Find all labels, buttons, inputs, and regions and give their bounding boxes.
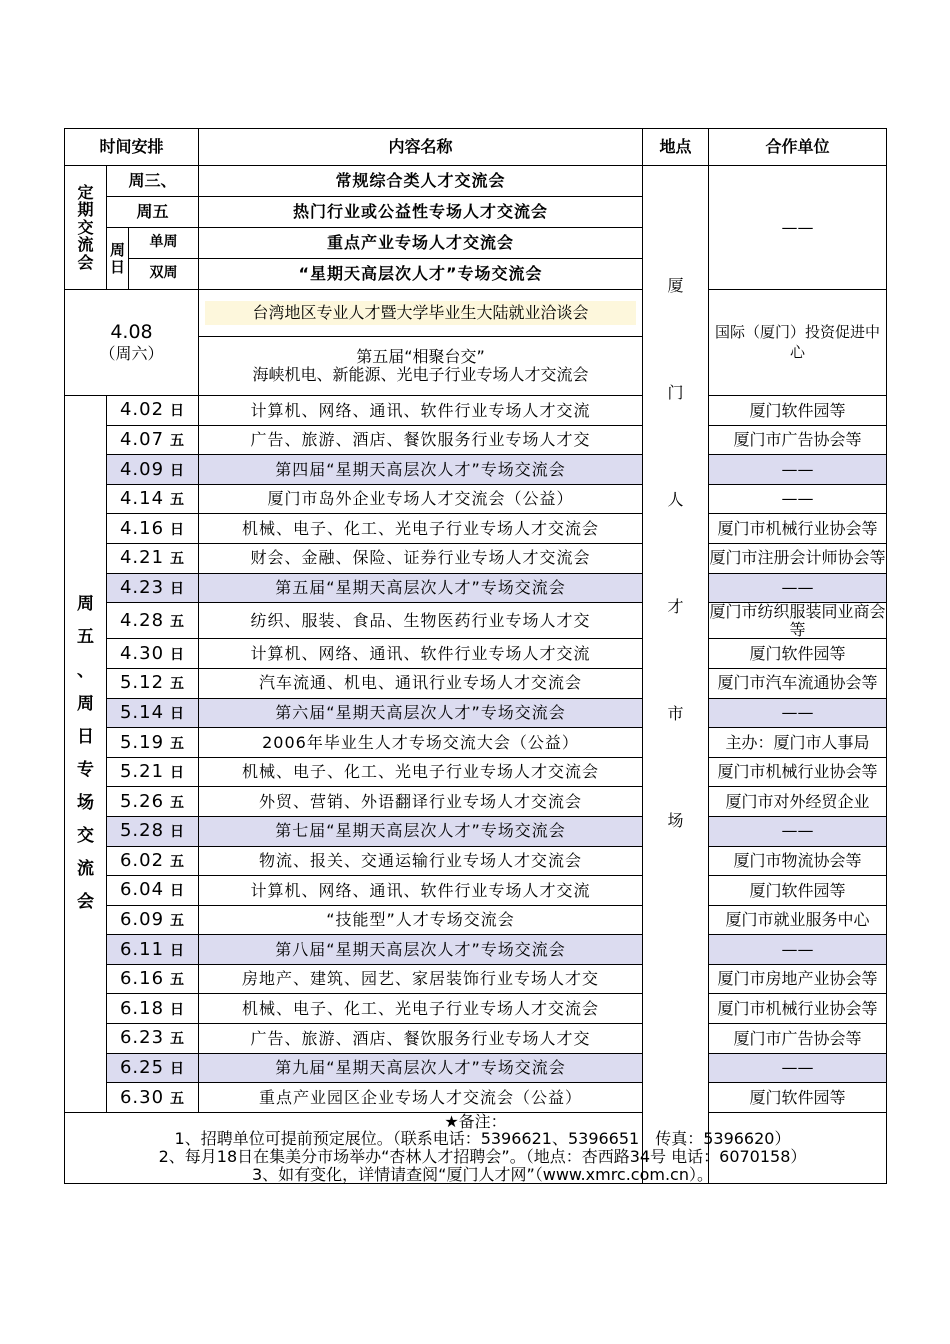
event-date-text: 5.26 xyxy=(119,790,165,812)
event-content: 房地产、建筑、园艺、家居装饰行业专场人才交 xyxy=(199,964,643,994)
event-date xyxy=(107,603,199,639)
event-row xyxy=(65,573,887,603)
event-row xyxy=(65,639,887,669)
event-partner: —— xyxy=(709,935,887,965)
event-row xyxy=(65,603,887,639)
event-partner: 厦门市广告协会等 xyxy=(709,425,887,455)
event-date xyxy=(107,639,199,669)
event-date-text: 6.02 xyxy=(119,849,165,871)
event-row xyxy=(65,396,887,426)
event-content: 2006年毕业生人才专场交流大会（公益） xyxy=(199,728,643,758)
event-content: 第五届“星期天高层次人才”专场交流会 xyxy=(199,573,643,603)
event-partner: —— xyxy=(709,816,887,846)
event-date-text: 5.14 xyxy=(119,701,165,723)
event-date-text: 4.21 xyxy=(119,547,165,569)
event-date xyxy=(107,757,199,787)
event-weekday: 日 xyxy=(170,1061,186,1078)
header-row xyxy=(65,129,887,166)
event-row xyxy=(65,728,887,758)
event-weekday: 日 xyxy=(170,403,186,420)
event-row xyxy=(65,484,887,514)
event-date-text: 4.23 xyxy=(119,576,165,598)
event-weekday: 五 xyxy=(170,492,186,509)
event-date xyxy=(107,1024,199,1054)
event-partner: 厦门市机械行业协会等 xyxy=(709,757,887,787)
event-row xyxy=(65,905,887,935)
event-partner: 厦门市对外经贸企业 xyxy=(709,787,887,817)
event-date-text: 6.11 xyxy=(119,938,165,960)
event-content: 机械、电子、化工、光电子行业专场人才交流会 xyxy=(199,757,643,787)
event-date xyxy=(107,514,199,544)
event-date xyxy=(107,994,199,1024)
event-date xyxy=(107,964,199,994)
taiwan-fair-text: 台湾地区专业人才暨大学毕业生大陆就业洽谈会 xyxy=(205,301,636,324)
event-weekday: 五 xyxy=(170,551,186,568)
strait-fair-title: 第五届“相聚台交” xyxy=(356,346,485,366)
event-date-text: 4.02 xyxy=(119,399,165,421)
event-weekday: 五 xyxy=(170,676,186,693)
event-date-text: 6.30 xyxy=(119,1086,165,1108)
event-partner: 厦门市机械行业协会等 xyxy=(709,514,887,544)
event-content: 第八届“星期天高层次人才”专场交流会 xyxy=(199,935,643,965)
event-partner: 厦门软件园等 xyxy=(709,396,887,426)
event-date-text: 6.23 xyxy=(119,1027,165,1049)
event-partner: 厦门软件园等 xyxy=(709,1083,887,1113)
event-partner: —— xyxy=(709,573,887,603)
event-partner: 厦门市注册会计师协会等 xyxy=(709,543,887,573)
event-date-text: 4.09 xyxy=(119,458,165,480)
weekly-label: 周 五 、 周 日 专 场 交 流 会 xyxy=(65,396,107,1113)
event-row xyxy=(65,846,887,876)
event-content: 重点产业园区企业专场人才交流会（公益） xyxy=(199,1083,643,1113)
event-date xyxy=(107,668,199,698)
event-partner: 厦门软件园等 xyxy=(709,876,887,906)
special-content-strait xyxy=(199,337,643,396)
event-partner: 主办：厦门市人事局 xyxy=(709,728,887,758)
regular-time: 单周 xyxy=(129,228,199,259)
event-date xyxy=(107,1083,199,1113)
event-date-text: 4.14 xyxy=(119,488,165,510)
regular-time: 周五 xyxy=(107,197,199,228)
event-content: 第七届“星期天高层次人才”专场交流会 xyxy=(199,816,643,846)
event-weekday: 日 xyxy=(170,942,186,959)
location-cell: 厦 门 人 才 市 场 xyxy=(643,166,709,1184)
event-row xyxy=(65,1083,887,1113)
special-content-taiwan xyxy=(199,290,643,337)
regular-content: 常规综合类人才交流会 xyxy=(199,166,643,197)
event-date xyxy=(107,425,199,455)
event-weekday: 五 xyxy=(170,735,186,752)
event-date xyxy=(107,905,199,935)
regular-time: 双周 xyxy=(129,259,199,290)
event-date-text: 4.16 xyxy=(119,517,165,539)
event-weekday: 日 xyxy=(170,765,186,782)
notes-line-2: 2、每月18日在集美分市场举办“杏林人才招聘会”。（地点：杏西路34号 电话：6070158） xyxy=(158,1147,807,1167)
regular-content: 重点产业专场人才交流会 xyxy=(199,228,643,259)
event-row xyxy=(65,876,887,906)
event-date xyxy=(107,543,199,573)
event-date-text: 4.28 xyxy=(119,609,165,631)
header-time: 时间安排 xyxy=(65,129,199,166)
regular-content: 热门行业或公益性专场人才交流会 xyxy=(199,197,643,228)
event-date-text: 6.16 xyxy=(119,968,165,990)
event-content: 第六届“星期天高层次人才”专场交流会 xyxy=(199,698,643,728)
event-partner: 厦门市物流协会等 xyxy=(709,846,887,876)
event-content: 外贸、营销、外语翻译行业专场人才交流会 xyxy=(199,787,643,817)
event-row xyxy=(65,514,887,544)
event-date xyxy=(107,816,199,846)
event-partner: 厦门市就业服务中心 xyxy=(709,905,887,935)
regular-day: 周 日 xyxy=(107,228,129,290)
event-row xyxy=(65,757,887,787)
event-content: 计算机、网络、通讯、软件行业专场人才交流 xyxy=(199,876,643,906)
event-weekday: 五 xyxy=(170,1090,186,1107)
event-content: 物流、报关、交通运输行业专场人才交流会 xyxy=(199,846,643,876)
event-partner: —— xyxy=(709,455,887,485)
event-content: 第九届“星期天高层次人才”专场交流会 xyxy=(199,1053,643,1083)
event-date-text: 5.12 xyxy=(119,672,165,694)
header-partner: 合作单位 xyxy=(709,129,887,166)
event-row xyxy=(65,787,887,817)
event-content: 广告、旅游、酒店、餐饮服务行业专场人才交 xyxy=(199,1024,643,1054)
event-partner: 厦门市广告协会等 xyxy=(709,1024,887,1054)
regular-row xyxy=(65,166,887,197)
schedule-table xyxy=(64,128,887,1184)
regular-content: “星期天高层次人才”专场交流会 xyxy=(199,259,643,290)
special-date: 4.08 xyxy=(110,320,153,343)
event-date-text: 6.09 xyxy=(119,909,165,931)
event-row xyxy=(65,698,887,728)
notes-row xyxy=(65,1112,887,1183)
event-weekday: 五 xyxy=(170,972,186,989)
event-row xyxy=(65,935,887,965)
event-content: 汽车流通、机电、通讯行业专场人才交流会 xyxy=(199,668,643,698)
event-partner: —— xyxy=(709,1053,887,1083)
event-content: 厦门市岛外企业专场人才交流会（公益） xyxy=(199,484,643,514)
event-date-text: 5.28 xyxy=(119,820,165,842)
event-row xyxy=(65,668,887,698)
event-row xyxy=(65,964,887,994)
event-partner: 厦门软件园等 xyxy=(709,639,887,669)
event-date xyxy=(107,698,199,728)
event-weekday: 日 xyxy=(170,646,186,663)
event-content: 财会、金融、保险、证券行业专场人才交流会 xyxy=(199,543,643,573)
event-row xyxy=(65,1024,887,1054)
event-date xyxy=(107,484,199,514)
event-row xyxy=(65,816,887,846)
regular-partner: —— xyxy=(709,166,887,290)
event-date-text: 6.18 xyxy=(119,997,165,1019)
header-location: 地点 xyxy=(643,129,709,166)
event-date-text: 5.19 xyxy=(119,731,165,753)
event-weekday: 五 xyxy=(170,1031,186,1048)
event-content: 机械、电子、化工、光电子行业专场人才交流会 xyxy=(199,514,643,544)
notes-title: ★备注： xyxy=(444,1112,507,1131)
event-date-text: 6.25 xyxy=(119,1057,165,1079)
event-date xyxy=(107,396,199,426)
event-row xyxy=(65,543,887,573)
event-date-text: 6.04 xyxy=(119,879,165,901)
notes-line-1: 1、招聘单位可提前预定展位。（联系电话：5396621、5396651 传真：5396620） xyxy=(174,1129,791,1149)
event-date xyxy=(107,1053,199,1083)
event-partner: 厦门市机械行业协会等 xyxy=(709,994,887,1024)
event-content: 纺织、服装、食品、生物医药行业专场人才交 xyxy=(199,603,643,639)
header-content: 内容名称 xyxy=(199,129,643,166)
event-partner: —— xyxy=(709,698,887,728)
event-date xyxy=(107,728,199,758)
special-date-cell xyxy=(65,290,199,396)
regular-time: 周三、 xyxy=(107,166,199,197)
notes-line-3: 3、如有变化，详情请查阅“厦门人才网”（www.xmrc.com.cn）。 xyxy=(252,1164,713,1184)
event-weekday: 五 xyxy=(170,853,186,870)
event-date-text: 4.30 xyxy=(119,642,165,664)
special-row xyxy=(65,290,887,337)
event-content: “技能型”人才专场交流会 xyxy=(199,905,643,935)
event-content: 机械、电子、化工、光电子行业专场人才交流会 xyxy=(199,994,643,1024)
event-partner: 厦门市纺织服装同业商会等 xyxy=(709,602,886,639)
event-weekday: 日 xyxy=(170,824,186,841)
special-weekday: （周六） xyxy=(99,344,164,364)
event-date xyxy=(107,455,199,485)
event-partner: 厦门市汽车流通协会等 xyxy=(709,668,887,698)
regular-label: 定 期 交 流 会 xyxy=(65,166,107,290)
event-content: 第四届“星期天高层次人才”专场交流会 xyxy=(199,455,643,485)
event-partner: 厦门市房地产业协会等 xyxy=(709,964,887,994)
event-date xyxy=(107,846,199,876)
event-weekday: 五 xyxy=(170,794,186,811)
event-date-text: 5.21 xyxy=(119,761,165,783)
event-weekday: 日 xyxy=(170,705,186,722)
event-date xyxy=(107,787,199,817)
event-content: 计算机、网络、通讯、软件行业专场人才交流 xyxy=(199,396,643,426)
event-date-text: 4.07 xyxy=(119,428,165,450)
notes-cell xyxy=(65,1112,887,1183)
event-weekday: 五 xyxy=(170,913,186,930)
event-weekday: 日 xyxy=(170,580,186,597)
event-weekday: 日 xyxy=(170,521,186,538)
event-partner: —— xyxy=(709,484,887,514)
event-date xyxy=(107,935,199,965)
event-weekday: 日 xyxy=(170,462,186,479)
event-weekday: 日 xyxy=(170,1001,186,1018)
event-weekday: 五 xyxy=(170,613,186,630)
event-weekday: 日 xyxy=(170,883,186,900)
strait-fair-text: 海峡机电、新能源、光电子行业专场人才交流会 xyxy=(252,365,589,384)
event-date xyxy=(107,573,199,603)
event-row xyxy=(65,1053,887,1083)
event-row xyxy=(65,455,887,485)
event-row xyxy=(65,994,887,1024)
event-content: 广告、旅游、酒店、餐饮服务行业专场人才交 xyxy=(199,425,643,455)
event-date xyxy=(107,876,199,906)
event-content: 计算机、网络、通讯、软件行业专场人才交流 xyxy=(199,639,643,669)
event-weekday: 五 xyxy=(170,432,186,449)
special-partner: 国际（厦门）投资促进中心 xyxy=(709,290,887,396)
event-row xyxy=(65,425,887,455)
